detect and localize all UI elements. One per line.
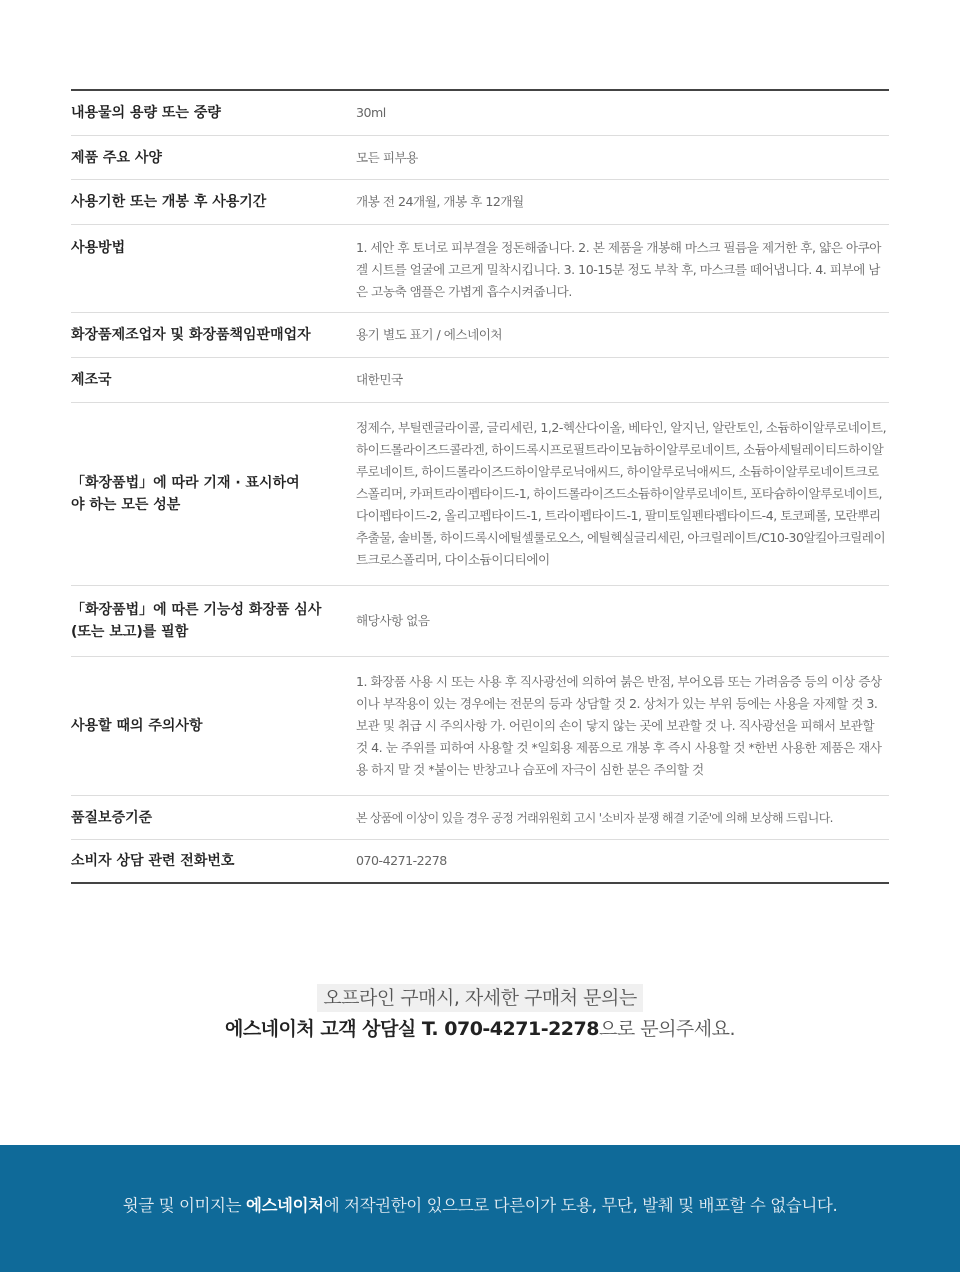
table-row: [71, 136, 889, 180]
copyright-notice: [0, 1145, 960, 1218]
row-value: 모든 피부용: [356, 149, 418, 165]
row-value: 1. 화장품 사용 시 또는 사용 후 직사광선에 의하여 붉은 반점, 부어오름 또는 가려움증 등의 이상 증상이나 부작용이 있는 경우에는 전문의 등과 상담할 것 2. 상처가 있는 부위 등에는 사용을 자제할 것 3. 보관 및 취급 시 주의사항 가. 어린이의 손이 닿지 않는 곳에 보관할 것 나. 직사광선을 피해서 보관할 것 4. 눈 주위를 피하여 사용할 것 *일회용 제품으로 개봉 후 즉시 사용할 것 *한번 사용한 제품은 재사용 하지 말 것 *붙이는 반창고나 습포에 자극이 심한 분은 주의할 것: [356, 674, 882, 777]
row-label: 「화장품법」에 따른 기능성 화장품 심사(또는 보고)를 필함: [71, 602, 322, 640]
copyright-text-after: 에 저작권한이 있으므로 다른이가 도용, 무단, 발췌 및 배포할 수 없습니다.: [323, 1196, 838, 1215]
table-row: [71, 91, 889, 136]
row-label: 화장품제조업자 및 화장품책임판매업자: [71, 327, 311, 343]
row-value: 본 상품에 이상이 있을 경우 공정 거래위원회 고시 '소비자 분쟁 해결 기준'에 의해 보상해 드립니다.: [356, 810, 833, 825]
table-row: [71, 358, 889, 403]
table-row: [71, 657, 889, 796]
notice-line-2-rest: 으로 문의주세요.: [598, 1018, 736, 1040]
table-row: [71, 586, 889, 657]
row-value: 대한민국: [356, 372, 403, 387]
row-label: 사용기한 또는 개봉 후 사용기간: [71, 194, 267, 210]
row-value: 070-4271-2278: [356, 853, 447, 868]
row-value: 30ml: [356, 105, 386, 120]
row-label: 사용방법: [71, 240, 126, 256]
copyright-brand: 에스네이처: [245, 1196, 324, 1215]
row-label: 사용할 때의 주의사항: [71, 718, 203, 734]
row-value: 1. 세안 후 토너로 피부결을 정돈해줍니다. 2. 본 제품을 개봉해 마스크 필름을 제거한 후, 얇은 아쿠아겔 시트를 얼굴에 고르게 밀착시킵니다. 3. 10-15분 정도 부착 후, 마스크를 떼어냅니다. 4. 피부에 남은 고농축 앰플은 가볍게 흡수시켜줍니다.: [356, 240, 881, 299]
table-row: [71, 403, 889, 586]
row-value: 용기 별도 표기 / 에스네이처: [356, 327, 503, 342]
customer-center-phone: 에스네이처 고객 상담실 T. 070-4271-2278: [224, 1018, 599, 1040]
row-label: 제품 주요 사양: [71, 149, 162, 166]
table-row: [71, 225, 889, 313]
row-label: 소비자 상담 관련 전화번호: [71, 853, 235, 869]
row-label: 「화장품법」에 따라 기재 · 표시하여야 하는 모든 성분: [71, 475, 300, 513]
row-label: 제조국: [71, 372, 112, 388]
purchase-inquiry-notice: [0, 984, 960, 1043]
copyright-text-before: 윗글 및 이미지는: [122, 1196, 246, 1215]
row-value: 정제수, 부틸렌글라이콜, 글리세린, 1,2-헥산다이올, 베타인, 알지닌, 알란토인, 소듐하이알루로네이트, 하이드롤라이즈드콜라겐, 하이드록시프로필트라이모늄하이알루로네이트, 소듐아세틸레이티드하이알루로네이트, 하이드롤라이즈드하이알루로닉애씨드, 하이알루로닉애씨드, 소듐하이알루로네이트크로스폴리머, 카퍼트라이펩타이드-1, 하이드롤라이즈드소듐하이알루로네이트, 포타슘하이알루로네이트, 다이펩타이드-2, 올리고펩타이드-1, 트라이펩타이드-1, 팔미토일펜타펩타이드-4, 토코페롤, 모란뿌리추출물, 솔비톨, 하이드록시에틸셀룰로오스, 에틸헥실글리세린, 아크릴레이트/C10-30알킬아크릴레이트크로스폴리머, 다이소듐이디티에이: [356, 420, 887, 567]
row-label: 품질보증기준: [71, 809, 153, 826]
product-info-table: [71, 89, 889, 884]
table-row: [71, 180, 889, 225]
row-label: 내용물의 용량 또는 중량: [71, 105, 221, 121]
table-row: [71, 313, 889, 358]
notice-line-2: [0, 1015, 960, 1043]
row-value: 개봉 전 24개월, 개봉 후 12개월: [356, 194, 524, 209]
row-value: 해당사항 없음: [356, 613, 430, 628]
table-row: [71, 796, 889, 840]
table-row: [71, 840, 889, 882]
notice-line-1: 오프라인 구매시, 자세한 구매처 문의는: [317, 984, 642, 1012]
copyright-footer: [0, 1145, 960, 1272]
